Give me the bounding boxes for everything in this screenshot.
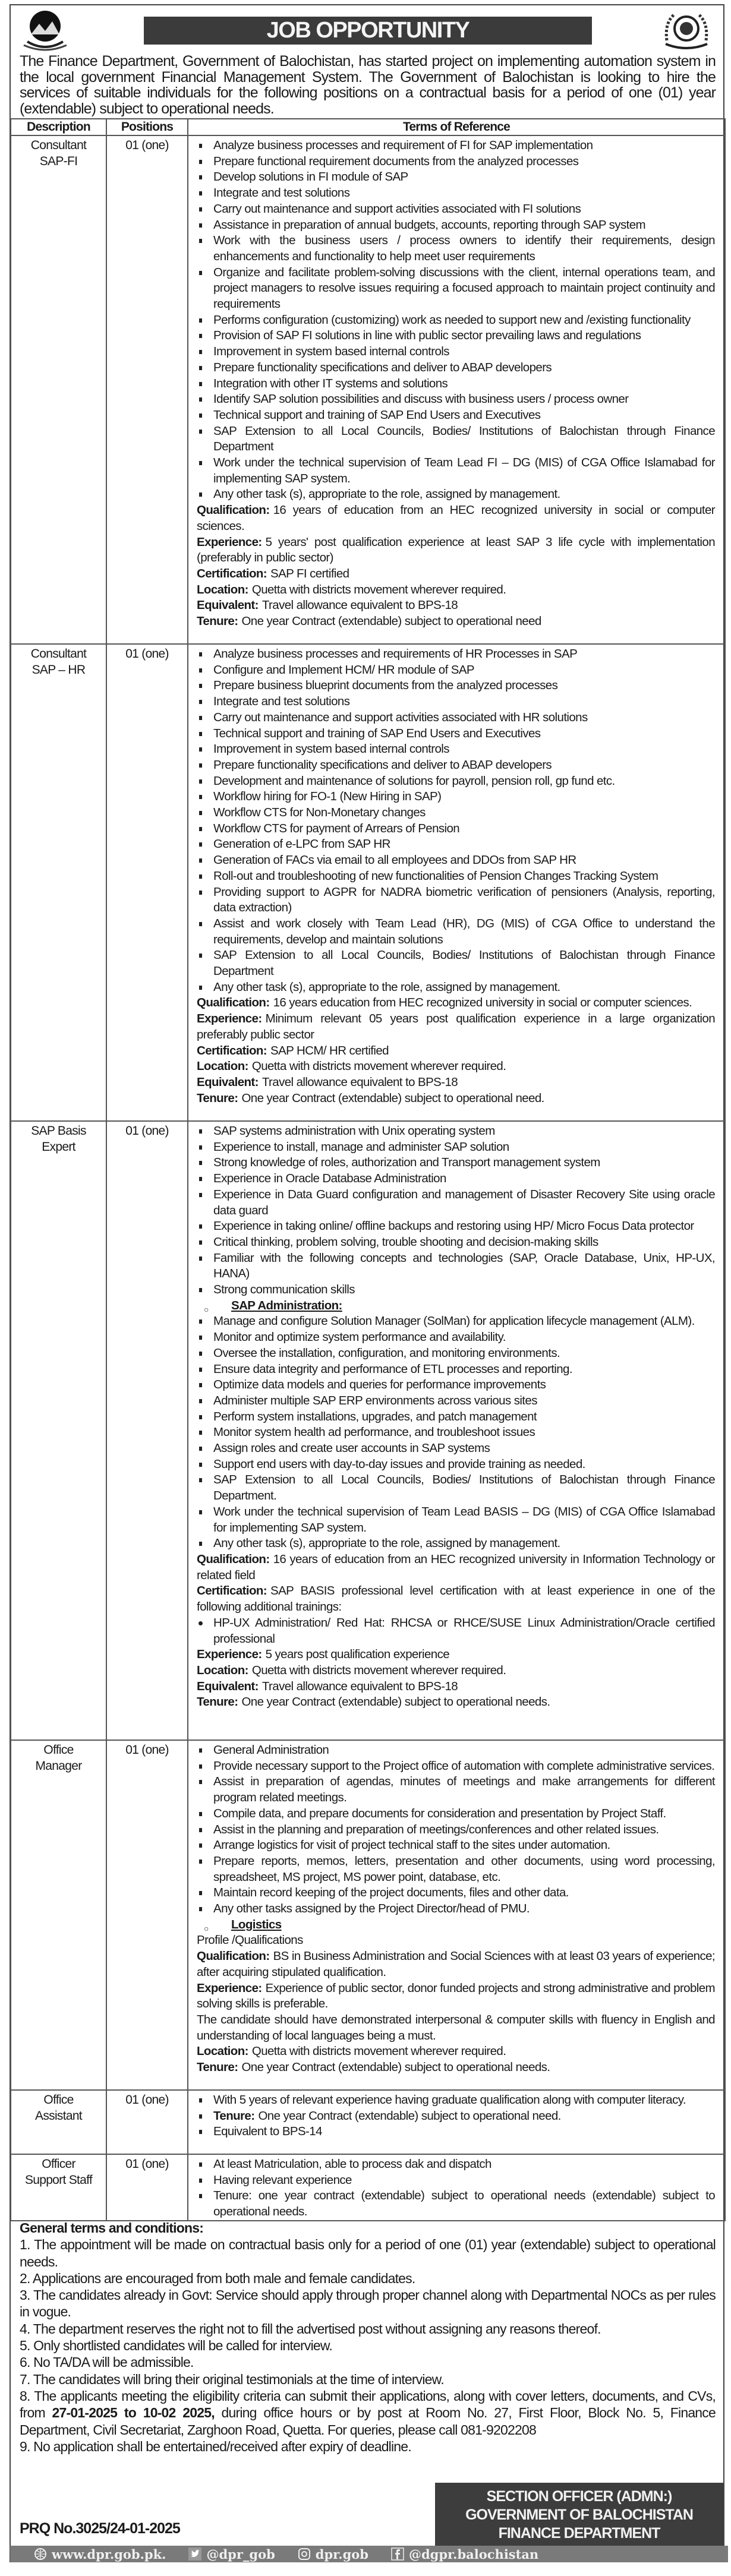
term-bullet-item: Compile data, and prepare documents for consideration and presentation by Project Staff. [197, 1806, 715, 1822]
term-bullet-item: Tenure: one year contract (extendable) subject to operational needs (extendable) subject to operational needs. [197, 2188, 715, 2220]
term-field [197, 503, 715, 534]
position-description: Consultant SAP – HR [11, 644, 106, 1121]
position-description: Officer Support Staff [11, 2154, 106, 2221]
signatory-line: FINANCE DEPARTMENT [498, 2525, 660, 2542]
field-value: 16 years education from HEC recognized university in social or computer sciences. [273, 996, 692, 1010]
field-value: 16 years of education from an HEC recognized university in social or computer sciences. [197, 503, 715, 533]
prq-number: PRQ No.3025/24-01-2025 [20, 2520, 180, 2537]
item8-text: 8. The applicants meeting the eligibility criteria can submit their applications, along with cover letters, documents, and CVs, from [20, 2388, 716, 2421]
term-bullet-item: Perform system installations, upgrades, and patch management [197, 1409, 715, 1425]
term-field [197, 1949, 715, 1980]
field-value: BS in Business Administration and Social Sciences with at least 03 years of experience; after acquiring stipulated qualification. [197, 1949, 715, 1979]
term-field [197, 995, 715, 1011]
term-bullet-item: Workflow CTS for Non-Monetary changes [197, 805, 715, 821]
field-value: Quetta with districts movement wherever required. [251, 1059, 506, 1074]
term-bullet-item: Administer multiple SAP ERP environments across various sites [197, 1393, 715, 1409]
term-field [197, 1075, 715, 1091]
positions-table [10, 118, 726, 2221]
subheading-text: SAP Administration: [231, 1298, 342, 1312]
table-row [11, 2090, 725, 2154]
term-field [197, 2108, 715, 2124]
term-bullet-item: Providing support to AGPR for NADRA biometric verification of pensioners (Analysis, reporting, data extraction) [197, 885, 715, 916]
term-bullet-item: Any other tasks assigned by the Project Director/head of PMU. [197, 1901, 715, 1917]
term-field [197, 1647, 715, 1663]
terms-of-reference [188, 1740, 725, 2090]
table-row [11, 2154, 725, 2221]
position-description: Office Assistant [11, 2090, 106, 2154]
term-bullet-item: Manage and configure Solution Manager (SolMan) for application lifecycle management (ALM). [197, 1314, 715, 1330]
term-bullet-item: Arrange logistics for visit of project technical staff to the sites under automation. [197, 1838, 715, 1854]
column-header-description: Description [11, 119, 106, 135]
term-bullet-item: Organize and facilitate problem-solving discussions with the client, internal operations team, and project managers to resolve issues requiring a focused approach to maintain project continuity and requirements [197, 265, 715, 312]
terms-of-reference [188, 1121, 725, 1740]
balochistan-government-logo-right [654, 11, 719, 51]
term-bullet-item: Workflow hiring for FO-1 (New Hiring in SAP) [197, 789, 715, 805]
column-header-terms-of-reference: Terms of Reference [188, 119, 725, 135]
term-bullet-item: Monitor and optimize system performance and availability. [197, 1330, 715, 1346]
position-count: 01 (one) [106, 2154, 188, 2221]
term-field [197, 2044, 715, 2060]
term-field [197, 598, 715, 614]
facebook-handle[interactable]: @dgpr.balochistan [409, 2546, 539, 2562]
terms-of-reference [188, 2154, 725, 2221]
term-bullet-item: Ensure data integrity and performance of ETL processes and reporting. [197, 1362, 715, 1378]
social-instagram[interactable] [298, 2547, 368, 2562]
position-count: 01 (one) [106, 1740, 188, 2090]
circle-bullet-icon: ○ [204, 1923, 209, 1933]
field-value: Quetta with districts movement wherever required. [251, 582, 506, 596]
term-bullet-item: Prepare business blueprint documents from the analyzed processes [197, 678, 715, 694]
term-bullet-item: Development and maintenance of solutions for payroll, pension roll, gp fund etc. [197, 774, 715, 790]
position-count: 01 (one) [106, 644, 188, 1121]
general-term-item: 5. Only shortlisted candidates will be called for interview. [20, 2338, 333, 2354]
term-bullet-item: Prepare reports, memos, letters, presentation and other documents, using word processing, spreadsheet, MS project, MS power point, database, etc. [197, 1854, 715, 1885]
general-term-item: 3. The candidates already in Govt: Service should apply through proper channel along with Departmental NOCs as per rules in vogue. [20, 2287, 716, 2320]
field-label: Certification: [197, 1584, 267, 1598]
term-field [197, 535, 715, 566]
field-label: Tenure: [197, 1091, 238, 1105]
term-dot-item: HP-UX Administration/ Red Hat: RHCSA or RHCE/SUSE Linux Administration/Oracle certified professional [197, 1615, 715, 1647]
term-bullet-item: Equivalent to BPS-14 [197, 2124, 715, 2140]
general-term-item: 1. The appointment will be made on contractual basis only for a period of one (01) year (extendable) subject to operational needs. [20, 2237, 716, 2269]
term-bullet-item: Prepare functional requirement documents from the analyzed processes [197, 154, 715, 170]
field-value: One year Contract (extendable) subject to operational needs. [241, 1695, 550, 1709]
term-bullet-item: Experience in Oracle Database Administration [197, 1171, 715, 1187]
social-twitter[interactable] [188, 2547, 275, 2562]
term-bullet-item: Analyze business processes and requirement of FI for SAP implementation [197, 138, 715, 154]
general-term-item: 9. No application shall be entertained/received after expiry of deadline. [20, 2438, 411, 2454]
column-header-positions: Positions [106, 119, 188, 135]
term-bullet-item: At least Matriculation, able to process dak and dispatch [197, 2157, 715, 2173]
term-bullet-item: SAP Extension to all Local Councils, Bodies/ Institutions of Balochistan through Finance Department [197, 424, 715, 455]
field-label: Experience: [197, 1012, 262, 1026]
field-label: Experience: [197, 1647, 262, 1662]
field-label: Tenure: [197, 1695, 238, 1709]
term-bullet-item: Experience to install, manage and administer SAP solution [197, 1139, 715, 1156]
field-value: 5 years post qualification experience [265, 1647, 450, 1662]
term-bullet-item: Maintain record keeping of the project documents, files and other data. [197, 1885, 715, 1901]
term-bullet-item: SAP systems administration with Unix operating system [197, 1123, 715, 1139]
field-label: Certification: [197, 1043, 267, 1057]
term-bullet-item: Technical support and training of SAP End Users and Executives [197, 726, 715, 742]
position-count: 01 (one) [106, 135, 188, 644]
table-header-row [11, 119, 725, 135]
field-value: Quetta with districts movement wherever required. [251, 1663, 506, 1677]
general-term-item [20, 2388, 716, 2438]
field-label: Experience: [197, 535, 262, 549]
field-label: Tenure: [213, 2108, 255, 2123]
term-text: The candidate should have demonstrated interpersonal & computer skills with fluency in English and understanding of local languages being a must. [197, 2012, 715, 2043]
term-bullet-item: Develop solutions in FI module of SAP [197, 169, 715, 185]
term-bullet-item: SAP Extension to all Local Councils, Bodies/ Institutions of Balochistan through Finance Department. [197, 1472, 715, 1504]
term-bullet-item: Support end users with day-to-day issues and provide training as needed. [197, 1457, 715, 1473]
field-value: Travel allowance equivalent to BPS-18 [261, 1679, 458, 1693]
general-term-item: 7. The candidates will bring their original testimonials at the time of interview. [20, 2371, 444, 2387]
circle-bullet-icon: ○ [204, 1304, 209, 1314]
table-row [11, 135, 725, 644]
terms-of-reference [188, 644, 725, 1121]
term-field [197, 582, 715, 598]
position-count: 01 (one) [106, 1121, 188, 1740]
field-label: Location: [197, 1059, 248, 1074]
social-facebook[interactable] [391, 2547, 538, 2562]
term-bullet-item: SAP Extension to all Local Councils, Bodies/ Institutions of Balochistan through Finance Department [197, 948, 715, 979]
facebook-icon [391, 2547, 404, 2561]
term-field [197, 1059, 715, 1075]
field-label: Location: [197, 582, 248, 596]
term-bullet-item: Monitor system health ad performance, and troubleshoot issues [197, 1425, 715, 1441]
term-bullet-item: Carry out maintenance and support activities associated with HR solutions [197, 710, 715, 726]
position-description: SAP Basis Expert [11, 1121, 106, 1740]
field-value: One year Contract (extendable) subject to operational need [241, 614, 541, 629]
term-bullet-item: Generation of FACs via email to all employees and DDOs from SAP HR [197, 853, 715, 869]
instagram-handle[interactable]: dpr.gob [315, 2546, 368, 2562]
table-row [11, 644, 725, 1121]
term-field [197, 1663, 715, 1679]
signatory-line: GOVERNMENT OF BALOCHISTAN [465, 2506, 693, 2523]
term-bullet-item: Performs configuration (customizing) work as needed to support new and /existing functionality [197, 312, 715, 329]
term-bullet-item: Integrate and test solutions [197, 694, 715, 710]
term-bullet-item: Work under the technical supervision of Team Lead BASIS – DG (MIS) of CGA Office Islamabad for implementing SAP system. [197, 1504, 715, 1536]
general-term-item: 6. No TA/DA will be admissible. [20, 2354, 194, 2370]
term-field [197, 1552, 715, 1583]
term-text: Profile /Qualifications [197, 1933, 303, 1947]
position-description: Consultant SAP-FI [11, 135, 106, 644]
field-label: Location: [197, 1663, 248, 1677]
field-value: 5 years' post qualification experience at least SAP 3 life cycle with implementation (preferably in public sector) [197, 535, 715, 565]
term-bullet-item: Assist in preparation of agendas, minutes of meetings and make arrangements for different program related meetings. [197, 1774, 715, 1805]
field-value: Travel allowance equivalent to BPS-18 [261, 598, 458, 613]
field-label: Experience: [197, 1981, 262, 1995]
field-label: Tenure: [197, 2060, 238, 2075]
term-bullet-item: General Administration [197, 1742, 715, 1759]
intro-paragraph: The Finance Department, Government of Balochistan, has started project on implementing automation system in the local government Financial Management System. The Government of Balochistan is looking to hire the services of suitable individuals for the following positions on a contractual basis for a period of one (01) year (extendable) subject to operational needs. [20, 53, 716, 118]
term-bullet-item: Configure and Implement HCM/ HR module of SAP [197, 662, 715, 678]
term-bullet-item: Work with the business users / process owners to identify their requirements, design enhancements and functionality to help meet user requirements [197, 233, 715, 264]
term-bullet-item: With 5 years of relevant experience having graduate qualification along with computer literacy. [197, 2092, 715, 2108]
term-bullet-item: Critical thinking, problem solving, trouble shooting and decision-making skills [197, 1235, 715, 1251]
term-field [197, 1583, 715, 1615]
general-terms-heading: General terms and conditions: [20, 2220, 204, 2236]
twitter-handle[interactable]: @dpr_gob [206, 2546, 275, 2562]
term-bullet-item: Oversee the installation, configuration, and monitoring environments. [197, 1346, 715, 1362]
term-bullet-item: Strong communication skills [197, 1282, 715, 1298]
term-field [197, 1679, 715, 1695]
field-label: Equivalent: [197, 1679, 259, 1693]
field-value: One year Contract (extendable) subject to operational need. [241, 1091, 544, 1105]
twitter-icon [188, 2547, 201, 2561]
item8-text-cont: during office hours or by post at Room No. 27, First Floor, Block No. 5, Finance Department, Civil Secretariat, Zarghoon Road, Quetta. For queries, please call 081-9202208 [20, 2405, 716, 2438]
globe-icon [34, 2547, 47, 2561]
application-dates: 27-01-2025 to 10-02 2025, [52, 2405, 215, 2421]
field-label: Equivalent: [197, 1075, 259, 1089]
term-bullet-item: Workflow CTS for payment of Arrears of Pension [197, 821, 715, 837]
field-label: Certification: [197, 566, 267, 580]
general-term-item: 2. Applications are encouraged from both male and female candidates. [20, 2270, 415, 2286]
term-field [197, 1011, 715, 1043]
term-bullet-item: Assistance in preparation of annual budgets, accounts, reporting through SAP system [197, 217, 715, 233]
term-field [197, 1091, 715, 1107]
term-bullet-item: Integrate and test solutions [197, 185, 715, 201]
social-website[interactable] [34, 2547, 166, 2562]
term-bullet-item: Assign roles and create user accounts in SAP systems [197, 1441, 715, 1457]
signatory-line: SECTION OFFICER (ADMN:) [486, 2488, 672, 2505]
subheading-text: Logistics [231, 1917, 282, 1931]
term-subheading [197, 1298, 715, 1314]
position-description: Office Manager [11, 1740, 106, 2090]
term-bullet-item: Integration with other IT systems and solutions [197, 376, 715, 392]
field-value: One year Contract (extendable) subject to operational need. [258, 2108, 561, 2123]
field-label: Qualification: [197, 503, 270, 517]
term-bullet-item: Provision of SAP FI solutions in line with public sector prevailing laws and regulations [197, 328, 715, 344]
term-bullet-item: Any other task (s), appropriate to the role, assigned by management. [197, 980, 715, 996]
term-field [197, 566, 715, 582]
terms-of-reference [188, 2090, 725, 2154]
field-label: Qualification: [197, 996, 270, 1010]
table-row [11, 1740, 725, 2090]
general-terms [20, 2220, 716, 2455]
field-value: SAP HCM/ HR certified [270, 1043, 389, 1057]
term-field [197, 1981, 715, 2012]
field-label: Qualification: [197, 1949, 270, 1963]
term-bullet-item: Optimize data models and queries for performance improvements [197, 1377, 715, 1393]
term-field [197, 614, 715, 630]
field-value: 16 years of education from an HEC recognized university in Information Technology or related field [197, 1552, 715, 1582]
field-value: SAP BASIS professional level certification with at least experience in one of the following additional trainings: [197, 1584, 715, 1614]
term-subheading [197, 1917, 715, 1933]
term-bullet-item: Provide necessary support to the Project office of automation with complete administrative services. [197, 1759, 715, 1775]
position-count: 01 (one) [106, 2090, 188, 2154]
term-bullet-item: Assist in the planning and preparation of meetings/conferences and other related issues. [197, 1822, 715, 1838]
table-row [11, 1121, 725, 1740]
term-bullet-item: Prepare functionality specifications and deliver to ABAP developers [197, 360, 715, 376]
instagram-icon [298, 2547, 311, 2561]
term-bullet-item: Improvement in system based internal controls [197, 741, 715, 757]
term-bullet-item: Experience in taking online/ offline backups and restoring using HP/ Micro Focus Data protector [197, 1218, 715, 1235]
social-media-bar [10, 2546, 728, 2562]
term-bullet-item: Any other task (s), appropriate to the role, assigned by management. [197, 1536, 715, 1552]
signatory-box [435, 2483, 723, 2546]
term-bullet-item: Carry out maintenance and support activities associated with FI solutions [197, 201, 715, 217]
field-label: Equivalent: [197, 598, 259, 613]
term-bullet-item: Roll-out and troubleshooting of new functionalities of Pension Changes Tracking System [197, 869, 715, 885]
term-bullet-item: Prepare functionality specifications and deliver to ABAP developers [197, 757, 715, 774]
term-bullet-item: Any other task (s), appropriate to the role, assigned by management. [197, 487, 715, 503]
field-label: Tenure: [197, 614, 238, 629]
term-bullet-item: Analyze business processes and requirements of HR Processes in SAP [197, 646, 715, 662]
term-bullet-item: Experience in Data Guard configuration and management of Disaster Recovery Site using oracle data guard [197, 1187, 715, 1218]
term-bullet-item: Improvement in system based internal controls [197, 344, 715, 360]
term-bullet-item: Having relevant experience [197, 2173, 715, 2189]
term-bullet-item: Work under the technical supervision of Team Lead FI – DG (MIS) of CGA Office Islamabad for implementing SAP system. [197, 455, 715, 487]
field-value: Quetta with districts movement wherever required. [251, 2044, 506, 2059]
website-link[interactable]: www.dpr.gob.pk. [52, 2546, 166, 2562]
terms-of-reference [188, 135, 725, 644]
general-term-item: 4. The department reserves the right not to fill the advertised post without assigning any reasons thereof. [20, 2321, 601, 2337]
term-bullet-item: Technical support and training of SAP End Users and Executives [197, 408, 715, 424]
field-value: SAP FI certified [270, 566, 349, 580]
balochistan-government-logo-left [19, 11, 71, 51]
field-label: Qualification: [197, 1552, 270, 1566]
term-bullet-item: Identify SAP solution possibilities and discuss with business users / process owner [197, 392, 715, 408]
field-label: Location: [197, 2044, 248, 2059]
term-field [197, 1694, 715, 1710]
field-value: Travel allowance equivalent to BPS-18 [261, 1075, 458, 1089]
term-bullet-item: Assist and work closely with Team Lead (HR), DG (MIS) of CGA Office to understand the requirements, develop and maintain solutions [197, 916, 715, 948]
job-opportunity-banner: JOB OPPORTUNITY [144, 17, 592, 45]
term-bullet-item: Strong knowledge of roles, authorization and Transport management system [197, 1155, 715, 1171]
term-field [197, 2060, 715, 2076]
field-value: One year Contract (extendable) subject to operational needs. [241, 2060, 550, 2075]
field-value: Minimum relevant 05 years post qualification experience in a large organization preferably public sector [197, 1012, 715, 1041]
term-field [197, 1043, 715, 1059]
term-bullet-item: Generation of e-LPC from SAP HR [197, 836, 715, 853]
term-bullet-item: Familiar with the following concepts and technologies (SAP, Oracle Database, Unix, HP-UX, HANA) [197, 1251, 715, 1282]
field-value: Experience of public sector, donor funded projects and strong administrative and problem solving skills is preferable. [197, 1981, 715, 2011]
